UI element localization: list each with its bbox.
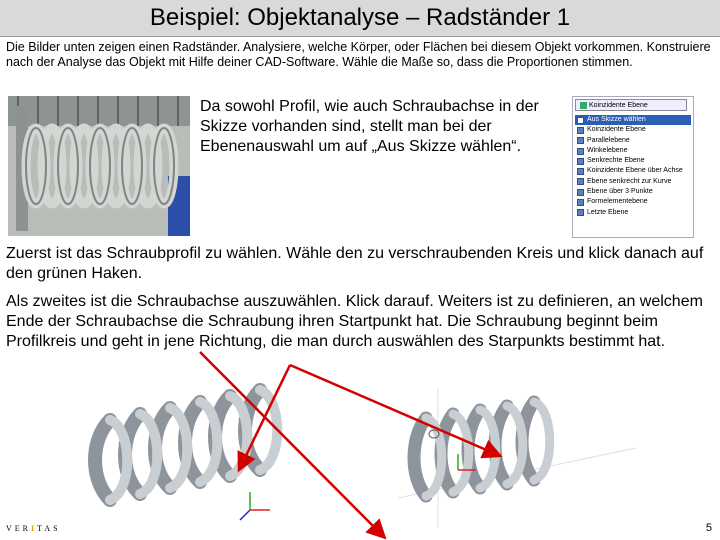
intro-text: Die Bilder unten zeigen einen Radständer. Analysiere, welche Körper, oder Flächen bei diesem Objekt vorkommen. Konstruiere nach der Analyse das Objekt mit Hilfe deiner CAD-Software. Wähle die Maße so, dass die Proportionen stimmen. [6, 40, 711, 69]
veritas-logo: VERITAS [6, 524, 61, 533]
plane-icon [577, 137, 584, 144]
menu-item-koinzidente-ebene[interactable]: Koinzidente Ebene [575, 125, 691, 135]
plane-icon [577, 168, 584, 175]
plane-icon [577, 199, 584, 206]
menu-item-koinzidente-achse[interactable]: Koinzidente Ebene über Achse [575, 166, 691, 176]
plane-icon [577, 117, 584, 124]
menu-item-senkrechte-ebene[interactable]: Senkrechte Ebene [575, 156, 691, 166]
plane-option-list [575, 115, 691, 218]
plane-menu-screenshot [572, 96, 694, 238]
plane-icon [577, 189, 584, 196]
cad-spring-model-2 [398, 388, 636, 528]
plane-dropdown[interactable] [575, 99, 687, 111]
plane-icon [577, 158, 584, 165]
menu-item-senkrecht-kurve[interactable]: Ebene senkrecht zur Kurve [575, 177, 691, 187]
menu-item-winkelebene[interactable]: Winkelebene [575, 146, 691, 156]
bike-stand-photo [8, 96, 190, 236]
profile-step-text: Zuerst ist das Schraubprofil zu wählen. Wähle den zu verschraubenden Kreis und klick danach auf den grünen Haken. [6, 245, 704, 282]
page-number: 5 [705, 522, 712, 534]
slide-title: Beispiel: Objektanalyse – Radständer 1 [149, 4, 571, 31]
menu-item-letzte-ebene[interactable]: Letzte Ebene [575, 208, 691, 218]
title-bar [0, 0, 720, 37]
plane-dropdown-value: Koinzidente Ebene [589, 102, 648, 109]
menu-item-formelementebene[interactable]: Formelementebene [575, 197, 691, 207]
plane-icon [577, 209, 584, 216]
menu-item-aus-skizze[interactable]: Aus Skizze wählen [575, 115, 691, 125]
cad-spring-model-1 [80, 380, 370, 530]
menu-item-parallelebene[interactable]: Parallelebene [575, 136, 691, 146]
plane-icon [580, 102, 587, 109]
menu-item-3-punkte[interactable]: Ebene über 3 Punkte [575, 187, 691, 197]
plane-icon [577, 127, 584, 134]
plane-icon [577, 178, 584, 185]
sketch-note: Da sowohl Profil, wie auch Schraubachse in der Skizze vorhanden sind, stellt man bei der Ebenenauswahl um auf „Aus Skizze wählen“. [200, 98, 539, 155]
plane-icon [577, 148, 584, 155]
axis-step-text: Als zweites ist die Schraubachse auszuwählen. Klick darauf. Weiters ist zu definieren, an welchem Ende der Schraubachse die Schraubung ihren Startpunkt hat. Die Schraubung beginnt beim Profilkreis und geht in jene Richtung, die man durch auswählen des Starpunkts bestimmt hat. [6, 293, 703, 350]
